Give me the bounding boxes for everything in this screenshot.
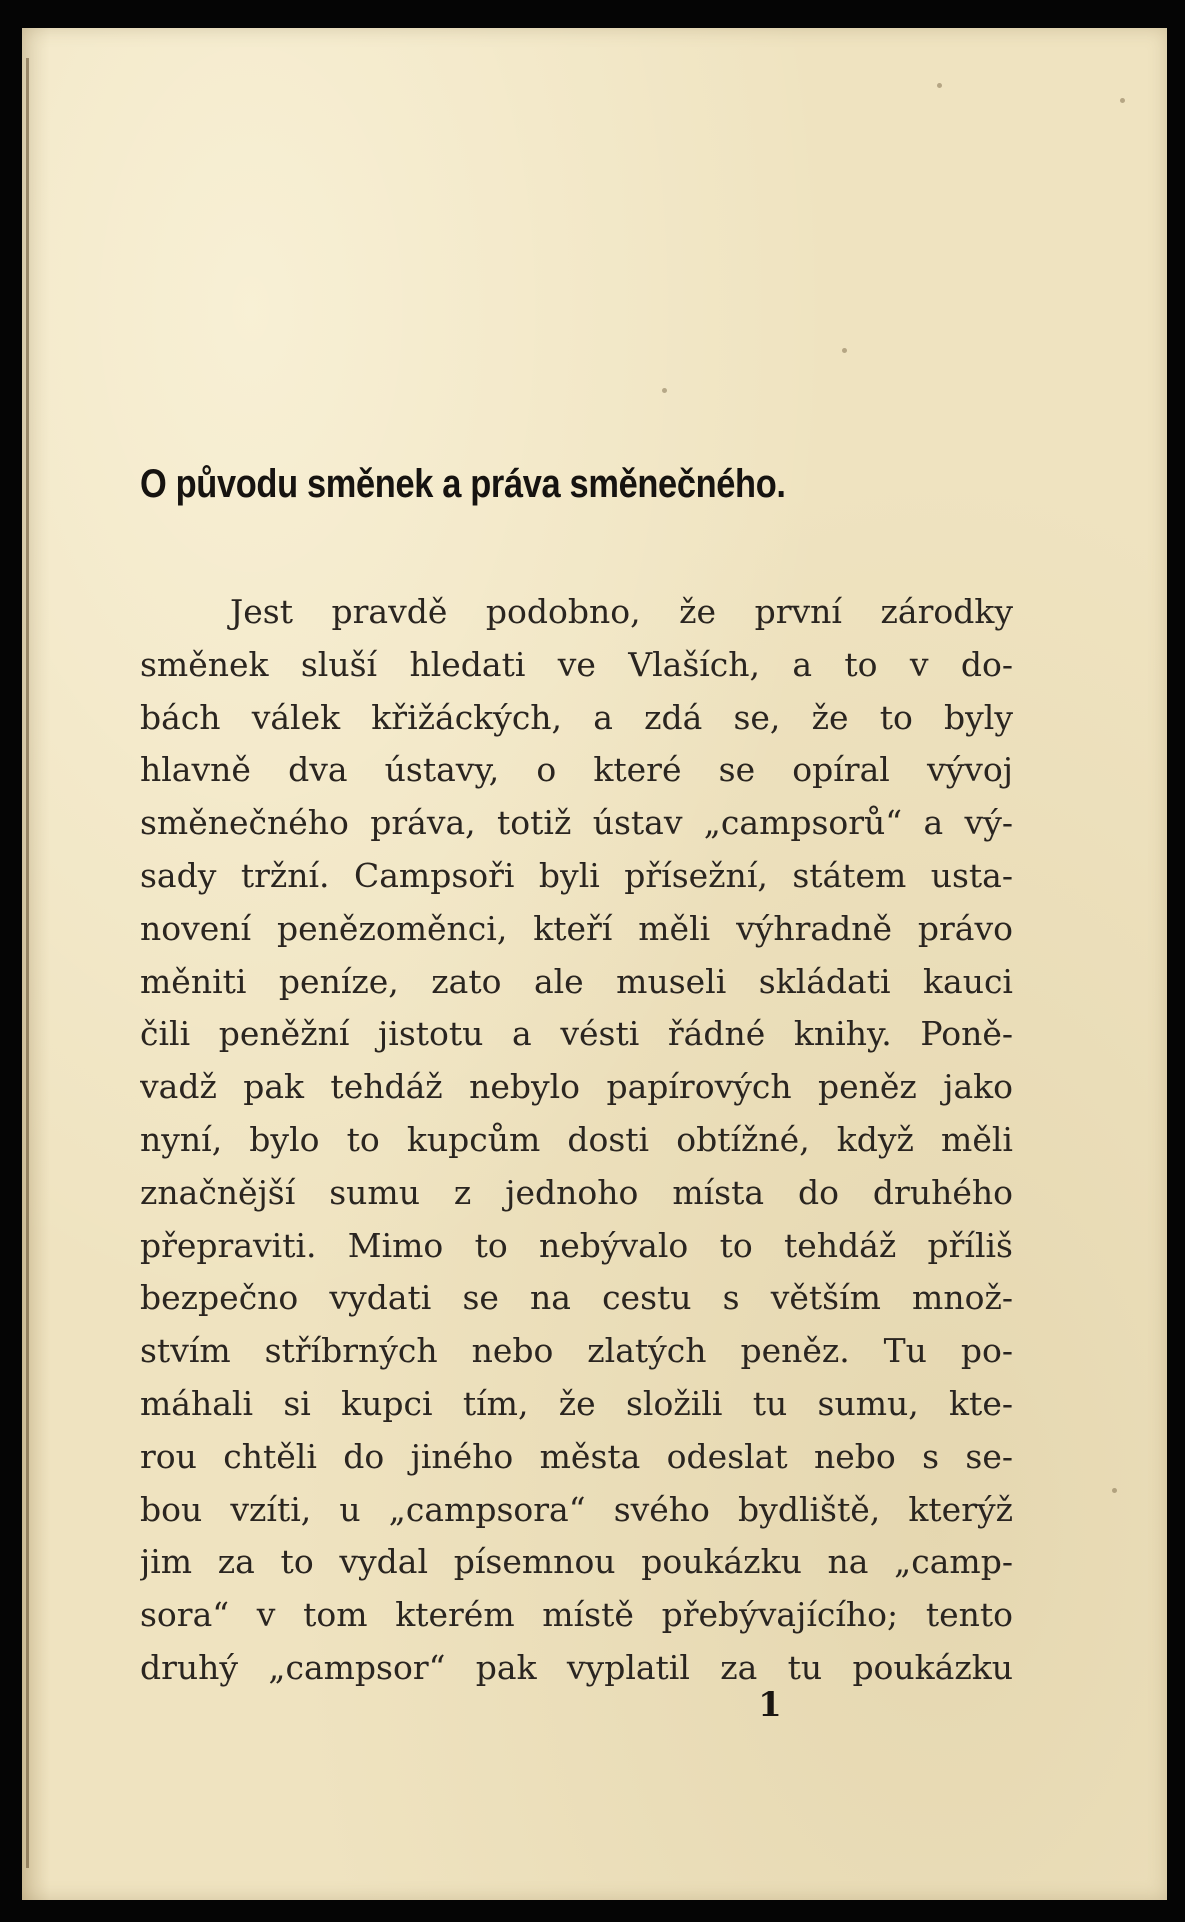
text-line: rou chtěli do jiného města odeslat nebo s se- [140,1436,1013,1476]
text-line: bezpečno vydati se na cestu s větším množ- [140,1278,1013,1318]
text-line: novení penězoměnci, kteří měli výhradně právo [140,908,1013,948]
text-line: značnější sumu z jednoho místa do druhého [140,1172,1013,1212]
text-line: nyní, bylo to kupcům dosti obtížné, když měli [140,1119,1013,1159]
text-line: máhali si kupci tím, že složili tu sumu, kte- [140,1383,1013,1423]
text-line: stvím stříbrných nebo zlatých peněz. Tu po- [140,1331,1013,1371]
text-line: jim za to vydal písemnou poukázku na „camp- [140,1542,1013,1582]
paper-blemish [1120,98,1125,103]
paper-blemish [937,83,942,88]
text-line: směnek sluší hledati ve Vlaších, a to v do- [140,644,1013,684]
text-line: sora“ v tom kterém místě přebývajícího; tento [140,1595,1013,1635]
paper-blemish [662,388,667,393]
text-line: hlavně dva ústavy, o které se opíral vývoj [140,750,1013,790]
body-paragraph [140,586,1013,1695]
page-spine-edge [26,58,29,1868]
paper-blemish [1112,1488,1117,1493]
page-number: 1 [758,1685,782,1725]
text-line: bou vzíti, u „campsora“ svého bydliště, kterýž [140,1489,1013,1529]
text-line: bách válek křižáckých, a zdá se, že to byly [140,697,1013,737]
text-line: druhý „campsor“ pak vyplatil za tu poukázku [140,1647,1013,1687]
text-line: sady tržní. Campsoři byli přísežní, státem usta- [140,855,1013,895]
text-line: směnečného práva, totiž ústav „campsorů“ a vý- [140,803,1013,843]
text-line: Jest pravdě podobno, že první zárodky [230,592,1013,631]
text-line: čili peněžní jistotu a vésti řádné knihy. Poně- [140,1014,1013,1054]
text-line: vadž pak tehdáž nebylo papírových peněz jako [140,1067,1013,1107]
text-line: přepraviti. Mimo to nebývalo to tehdáž příliš [140,1225,1013,1265]
text-line: měniti peníze, zato ale museli skládati kauci [140,961,1013,1001]
chapter-title: O původu směnek a práva směnečného. [140,462,786,506]
paper-blemish [842,348,847,353]
